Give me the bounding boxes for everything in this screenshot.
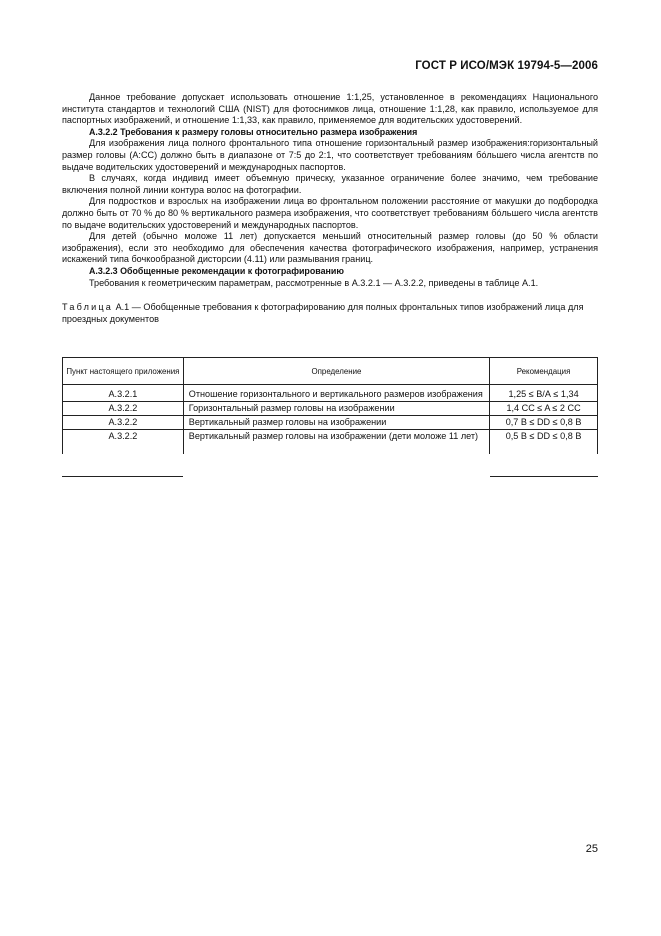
- cell-item: А.3.2.2: [63, 402, 184, 416]
- header-recommendation: Рекомендация: [490, 358, 598, 385]
- paragraph: Для детей (обычно моложе 11 лет) допускается меньший относительный размер головы (до 50 % области изображения), если это необходимо для обеспечения качества фотографического изображения, например, устранения искажений типа бочкообразной дисторсии (4.11) или размывания границ.: [62, 231, 598, 265]
- paragraph: В случаях, когда индивид имеет объемную прическу, указанное ограничение более значимо, чем требование включения полной линии контура волос на фотографии.: [62, 173, 598, 195]
- paragraph: Данное требование допускает использовать отношение 1:1,25, установленное в рекомендациях Национального института стандартов и технологий США (NIST) для фотоснимков лица, отношение 1:1,28, как правило, используемое для паспортных изображений, и отношение 1:1,33, как правило, применяемое для водительских удостоверений.: [62, 92, 598, 126]
- document-header: ГОСТ Р ИСО/МЭК 19794-5—2006: [415, 60, 598, 72]
- table-bottom-rule-right: [490, 476, 598, 477]
- table-bottom-rule-left: [62, 476, 183, 477]
- cell-recommendation: 0,7 В ≤ DD ≤ 0,8 В: [490, 416, 598, 430]
- cell-item: А.3.2.2: [63, 416, 184, 430]
- table-caption-word: Таблица: [62, 302, 114, 313]
- header-item: Пункт настоящего приложения: [63, 358, 184, 385]
- table-row: [63, 402, 598, 416]
- table-caption-text: А.1 — Обобщенные требования к фотографированию для полных фронтальных типов изображений лица для проездных документов: [62, 302, 584, 324]
- document-body: [62, 92, 598, 325]
- spacer: [62, 289, 598, 302]
- table-row: [63, 385, 598, 402]
- paragraph: Для изображения лица полного фронтального типа отношение горизонтальный размер изображения:горизонтальный размер головы (А:CC) должно быть в диапазоне от 7:5 до 2:1, что соответствует требованиям бóльшего числа агентств по выдаче водительских удостоверений и международных паспортов.: [62, 138, 598, 172]
- cell-definition: Отношение горизонтального и вертикального размеров изображения: [183, 385, 489, 402]
- page-number: 25: [585, 843, 598, 855]
- cell-item: А.3.2.2: [63, 430, 184, 455]
- cell-recommendation: 1,25 ≤ В/А ≤ 1,34: [490, 385, 598, 402]
- cell-definition: Горизонтальный размер головы на изображении: [183, 402, 489, 416]
- table-row: [63, 416, 598, 430]
- section-heading: А.3.2.2 Требования к размеру головы относительно размера изображения: [89, 126, 418, 137]
- cell-recommendation: 1,4 CC ≤ A ≤ 2 CC: [490, 402, 598, 416]
- cell-item: А.3.2.1: [63, 385, 184, 402]
- cell-recommendation: 0,5 В ≤ DD ≤ 0,8 В: [490, 430, 598, 455]
- cell-definition: Вертикальный размер головы на изображении: [183, 416, 489, 430]
- section-heading: А.3.2.3 Обобщенные рекомендации к фотографированию: [89, 265, 344, 276]
- table-header-row: [63, 358, 598, 385]
- paragraph: Требования к геометрическим параметрам, рассмотренные в А.3.2.1 — А.3.2.2, приведены в таблице А.1.: [89, 277, 539, 288]
- header-definition: Определение: [183, 358, 489, 385]
- requirements-table: [62, 357, 598, 454]
- paragraph: Для подростков и взрослых на изображении лица во фронтальном положении расстояние от макушки до подбородка должно быть от 70 % до 80 % вертикального размера изображения, что соответствует требованиям бóльшего числа агентств по выдаче водительских удостоверений и международных паспортов.: [62, 196, 598, 230]
- table-row: [63, 430, 598, 455]
- table-caption: [62, 302, 598, 325]
- cell-definition: Вертикальный размер головы на изображении (дети моложе 11 лет): [183, 430, 489, 455]
